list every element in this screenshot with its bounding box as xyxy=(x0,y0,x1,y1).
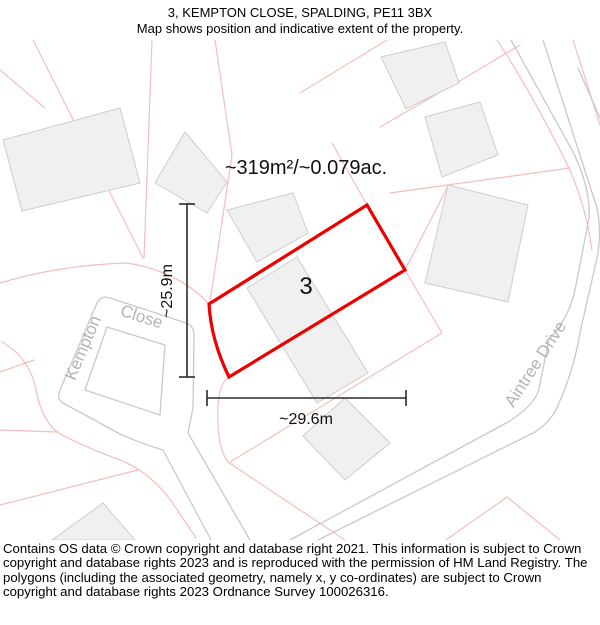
kempton-close-island xyxy=(85,327,165,415)
roads xyxy=(59,40,600,540)
building xyxy=(227,193,308,262)
parcel-north-boundary xyxy=(390,168,570,193)
building xyxy=(381,42,459,109)
building xyxy=(52,503,135,540)
building xyxy=(425,102,498,177)
map-header xyxy=(0,0,600,40)
property-map-svg xyxy=(0,40,600,540)
street-label-kempton: Kempton xyxy=(60,312,105,383)
plot-number-label: 3 xyxy=(299,273,313,300)
map-subtitle: Map shows position and indicative extent of the property. xyxy=(136,21,464,36)
parcel-line xyxy=(446,497,560,540)
copyright-footer xyxy=(0,540,600,600)
parcel-spoke xyxy=(144,40,152,258)
width-dimension-label: ~29.6m xyxy=(279,411,333,428)
fence-line xyxy=(578,68,600,118)
street-label-close: Close xyxy=(118,301,166,333)
parcel-spoke xyxy=(0,70,45,108)
street-label-aintree-drive: Aintree Drive xyxy=(500,317,571,411)
building xyxy=(3,108,140,211)
parcel-spoke xyxy=(0,470,138,505)
height-dimension-label: ~25.9m xyxy=(159,264,176,318)
building xyxy=(425,185,528,302)
copyright-text: Contains OS data © Crown copyright and database right 2021. This information is subject to Crown copyright and database rights 2023 and is reproduced with the permission of HM Land Registry. The polygons (including the associated geometry, namely x, y co-ordinates) are subject to Crown copyright and database rights 2023 Ordnance Survey 100026316. xyxy=(3,541,588,600)
area-label: ~319m²/~0.079ac. xyxy=(224,157,388,179)
parcel-line xyxy=(300,40,387,93)
map-canvas xyxy=(0,40,600,540)
parcel-line xyxy=(573,40,600,125)
parcel-spoke xyxy=(0,430,58,432)
building xyxy=(155,132,227,213)
property-address-title: 3, KEMPTON CLOSE, SPALDING, PE11 3BX xyxy=(167,5,433,20)
horizontal-dimension xyxy=(207,390,406,428)
buildings xyxy=(3,42,528,540)
